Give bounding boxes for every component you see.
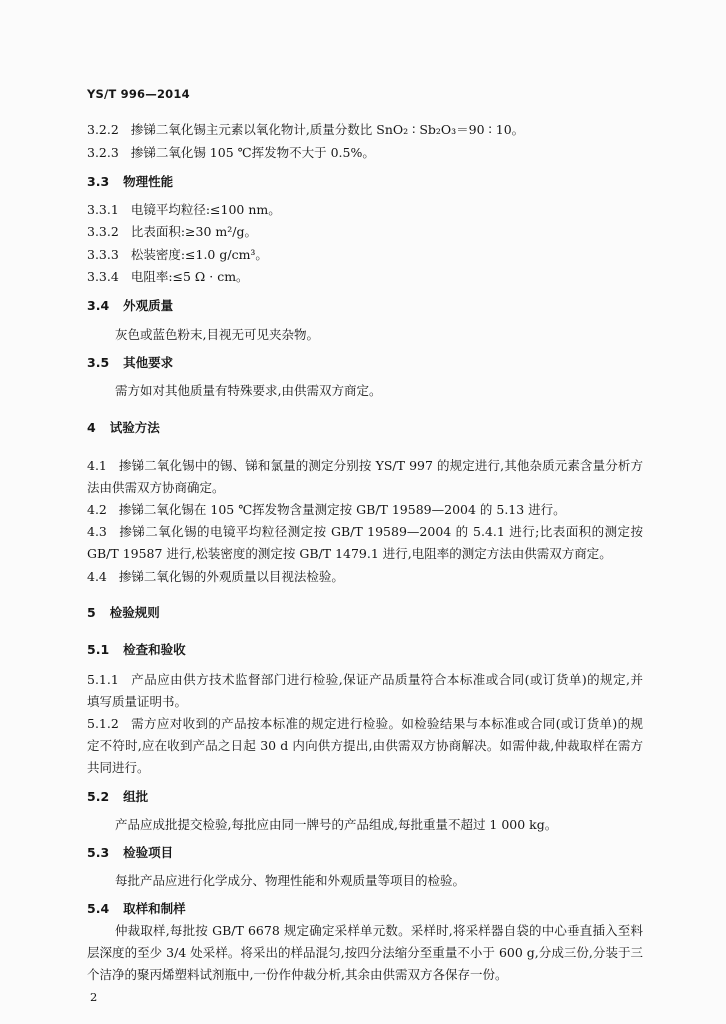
- section-title: 取样和制样: [123, 901, 186, 916]
- standard-code-header: YS/T 996—2014: [87, 87, 190, 101]
- clause-number: 4.2: [87, 502, 107, 517]
- clause-text: 电阻率:≤5 Ω · cm。: [130, 269, 249, 284]
- section-number: 3.4: [87, 298, 110, 313]
- section-title: 其他要求: [123, 355, 174, 370]
- clause-3-2-2: [87, 120, 524, 138]
- section-title: 检验项目: [123, 845, 174, 860]
- paragraph-text: 层深度的至少 3/4 处采样。将采出的样品混匀,按四分法缩分至重量不小于 600 g,分成三份,分装于三: [87, 945, 643, 960]
- section-5-1-heading: [87, 640, 186, 658]
- clause-number: 4.3: [87, 524, 107, 539]
- section-number: 3.3: [87, 174, 110, 189]
- clause-3-3-2: [87, 222, 257, 240]
- paragraph-text: 仲裁取样,每批按 GB/T 6678 规定确定采样单元数。采样时,将采样器自袋的中心垂直插入至料: [115, 923, 643, 938]
- section-number: 3.5: [87, 355, 110, 370]
- section-title: 检验规则: [109, 605, 160, 620]
- clause-continuation: GB/T 19587 进行,松装密度的测定按 GB/T 1479.1 进行,电阻率的测定方法由供需双方商定。: [87, 546, 612, 561]
- clause-number: 3.2.3: [87, 145, 119, 160]
- clause-text: 松装密度:≤1.0 g/cm³。: [130, 247, 268, 262]
- clause-number: 3.2.2: [87, 122, 119, 137]
- paragraph-text: 灰色或蓝色粉末,目视无可见夹杂物。: [115, 327, 319, 342]
- section-4-heading: [87, 418, 160, 436]
- section-number: 5.4: [87, 901, 110, 916]
- clause-number: 4.1: [87, 458, 107, 473]
- clause-text: 掺锑二氧化锡的外观质量以目视法检验。: [118, 569, 344, 584]
- paragraph-text: 需方如对其他质量有特殊要求,由供需双方商定。: [115, 383, 382, 398]
- section-3-4-heading: [87, 296, 173, 314]
- clause-5-1-1: [87, 670, 643, 688]
- clause-text: 掺锑二氧化锡的电镜平均粒径测定按 GB/T 19589—2004 的 5.4.1 进行;比表面积的测定按: [118, 524, 643, 539]
- clause-3-2-3: [87, 143, 375, 161]
- paragraph-text: 每批产品应进行化学成分、物理性能和外观质量等项目的检验。: [115, 873, 466, 888]
- clause-continuation: 定不符时,应在收到产品之日起 30 d 内向供方提出,由供需双方协商解决。如需仲裁,仲裁取样在需方: [87, 738, 643, 753]
- section-5-4-heading: [87, 899, 186, 917]
- clause-number: 5.1.1: [87, 672, 119, 687]
- section-3-5-heading: [87, 353, 173, 371]
- page-number: 2: [90, 990, 98, 1004]
- clause-3-3-1: [87, 200, 281, 218]
- clause-number: 3.3.3: [87, 247, 119, 262]
- section-number: 5.3: [87, 845, 110, 860]
- clause-text: 掺锑二氧化锡主元素以氧化物计,质量分数比 SnO₂ ∶ Sb₂O₃＝90 ∶ 10。: [130, 122, 525, 137]
- clause-number: 4.4: [87, 569, 107, 584]
- section-title: 物理性能: [123, 174, 174, 189]
- clause-4-4: [87, 567, 344, 585]
- section-number: 4: [87, 420, 96, 435]
- clause-text: 产品应由供方技术监督部门进行检验,保证产品质量符合本标准或合同(或订货单)的规定,并: [130, 672, 643, 687]
- clause-4-3: [87, 522, 643, 540]
- clause-number: 5.1.2: [87, 716, 119, 731]
- paragraph-text: 个洁净的聚丙烯塑料试剂瓶中,一份作仲裁分析,其余由供需双方各保存一份。: [87, 967, 508, 982]
- clause-text: 电镜平均粒径:≤100 nm。: [130, 202, 281, 217]
- clause-number: 3.3.1: [87, 202, 119, 217]
- clause-4-2: [87, 500, 566, 518]
- section-3-3-heading: [87, 172, 173, 190]
- clause-3-3-4: [87, 267, 249, 285]
- section-5-heading: [87, 603, 160, 621]
- clause-3-3-3: [87, 245, 268, 263]
- clause-text: 掺锑二氧化锡在 105 ℃挥发物含量测定按 GB/T 19589—2004 的 5.13 进行。: [118, 502, 566, 517]
- section-title: 试验方法: [109, 420, 160, 435]
- clause-continuation: 共同进行。: [87, 760, 150, 775]
- section-title: 检查和验收: [123, 642, 186, 657]
- clause-text: 需方应对收到的产品按本标准的规定进行检验。如检验结果与本标准或合同(或订货单)的规: [130, 716, 643, 731]
- clause-text: 比表面积:≥30 m²/g。: [130, 224, 257, 239]
- clause-continuation: 填写质量证明书。: [87, 694, 188, 709]
- clause-5-1-2: [87, 714, 643, 732]
- clause-number: 3.3.4: [87, 269, 119, 284]
- section-number: 5.2: [87, 789, 110, 804]
- clause-text: 掺锑二氧化锡中的锡、锑和氯量的测定分别按 YS/T 997 的规定进行,其他杂质元素含量分析方: [118, 458, 643, 473]
- section-number: 5.1: [87, 642, 110, 657]
- section-5-3-heading: [87, 843, 173, 861]
- clause-4-1: [87, 456, 643, 474]
- section-5-2-heading: [87, 787, 148, 805]
- paragraph-text: 产品应成批提交检验,每批应由同一牌号的产品组成,每批重量不超过 1 000 kg。: [115, 817, 558, 832]
- section-title: 外观质量: [123, 298, 174, 313]
- clause-continuation: 法由供需双方协商确定。: [87, 480, 225, 495]
- clause-text: 掺锑二氧化锡 105 ℃挥发物不大于 0.5%。: [130, 145, 375, 160]
- clause-number: 3.3.2: [87, 224, 119, 239]
- section-title: 组批: [123, 789, 149, 804]
- section-number: 5: [87, 605, 96, 620]
